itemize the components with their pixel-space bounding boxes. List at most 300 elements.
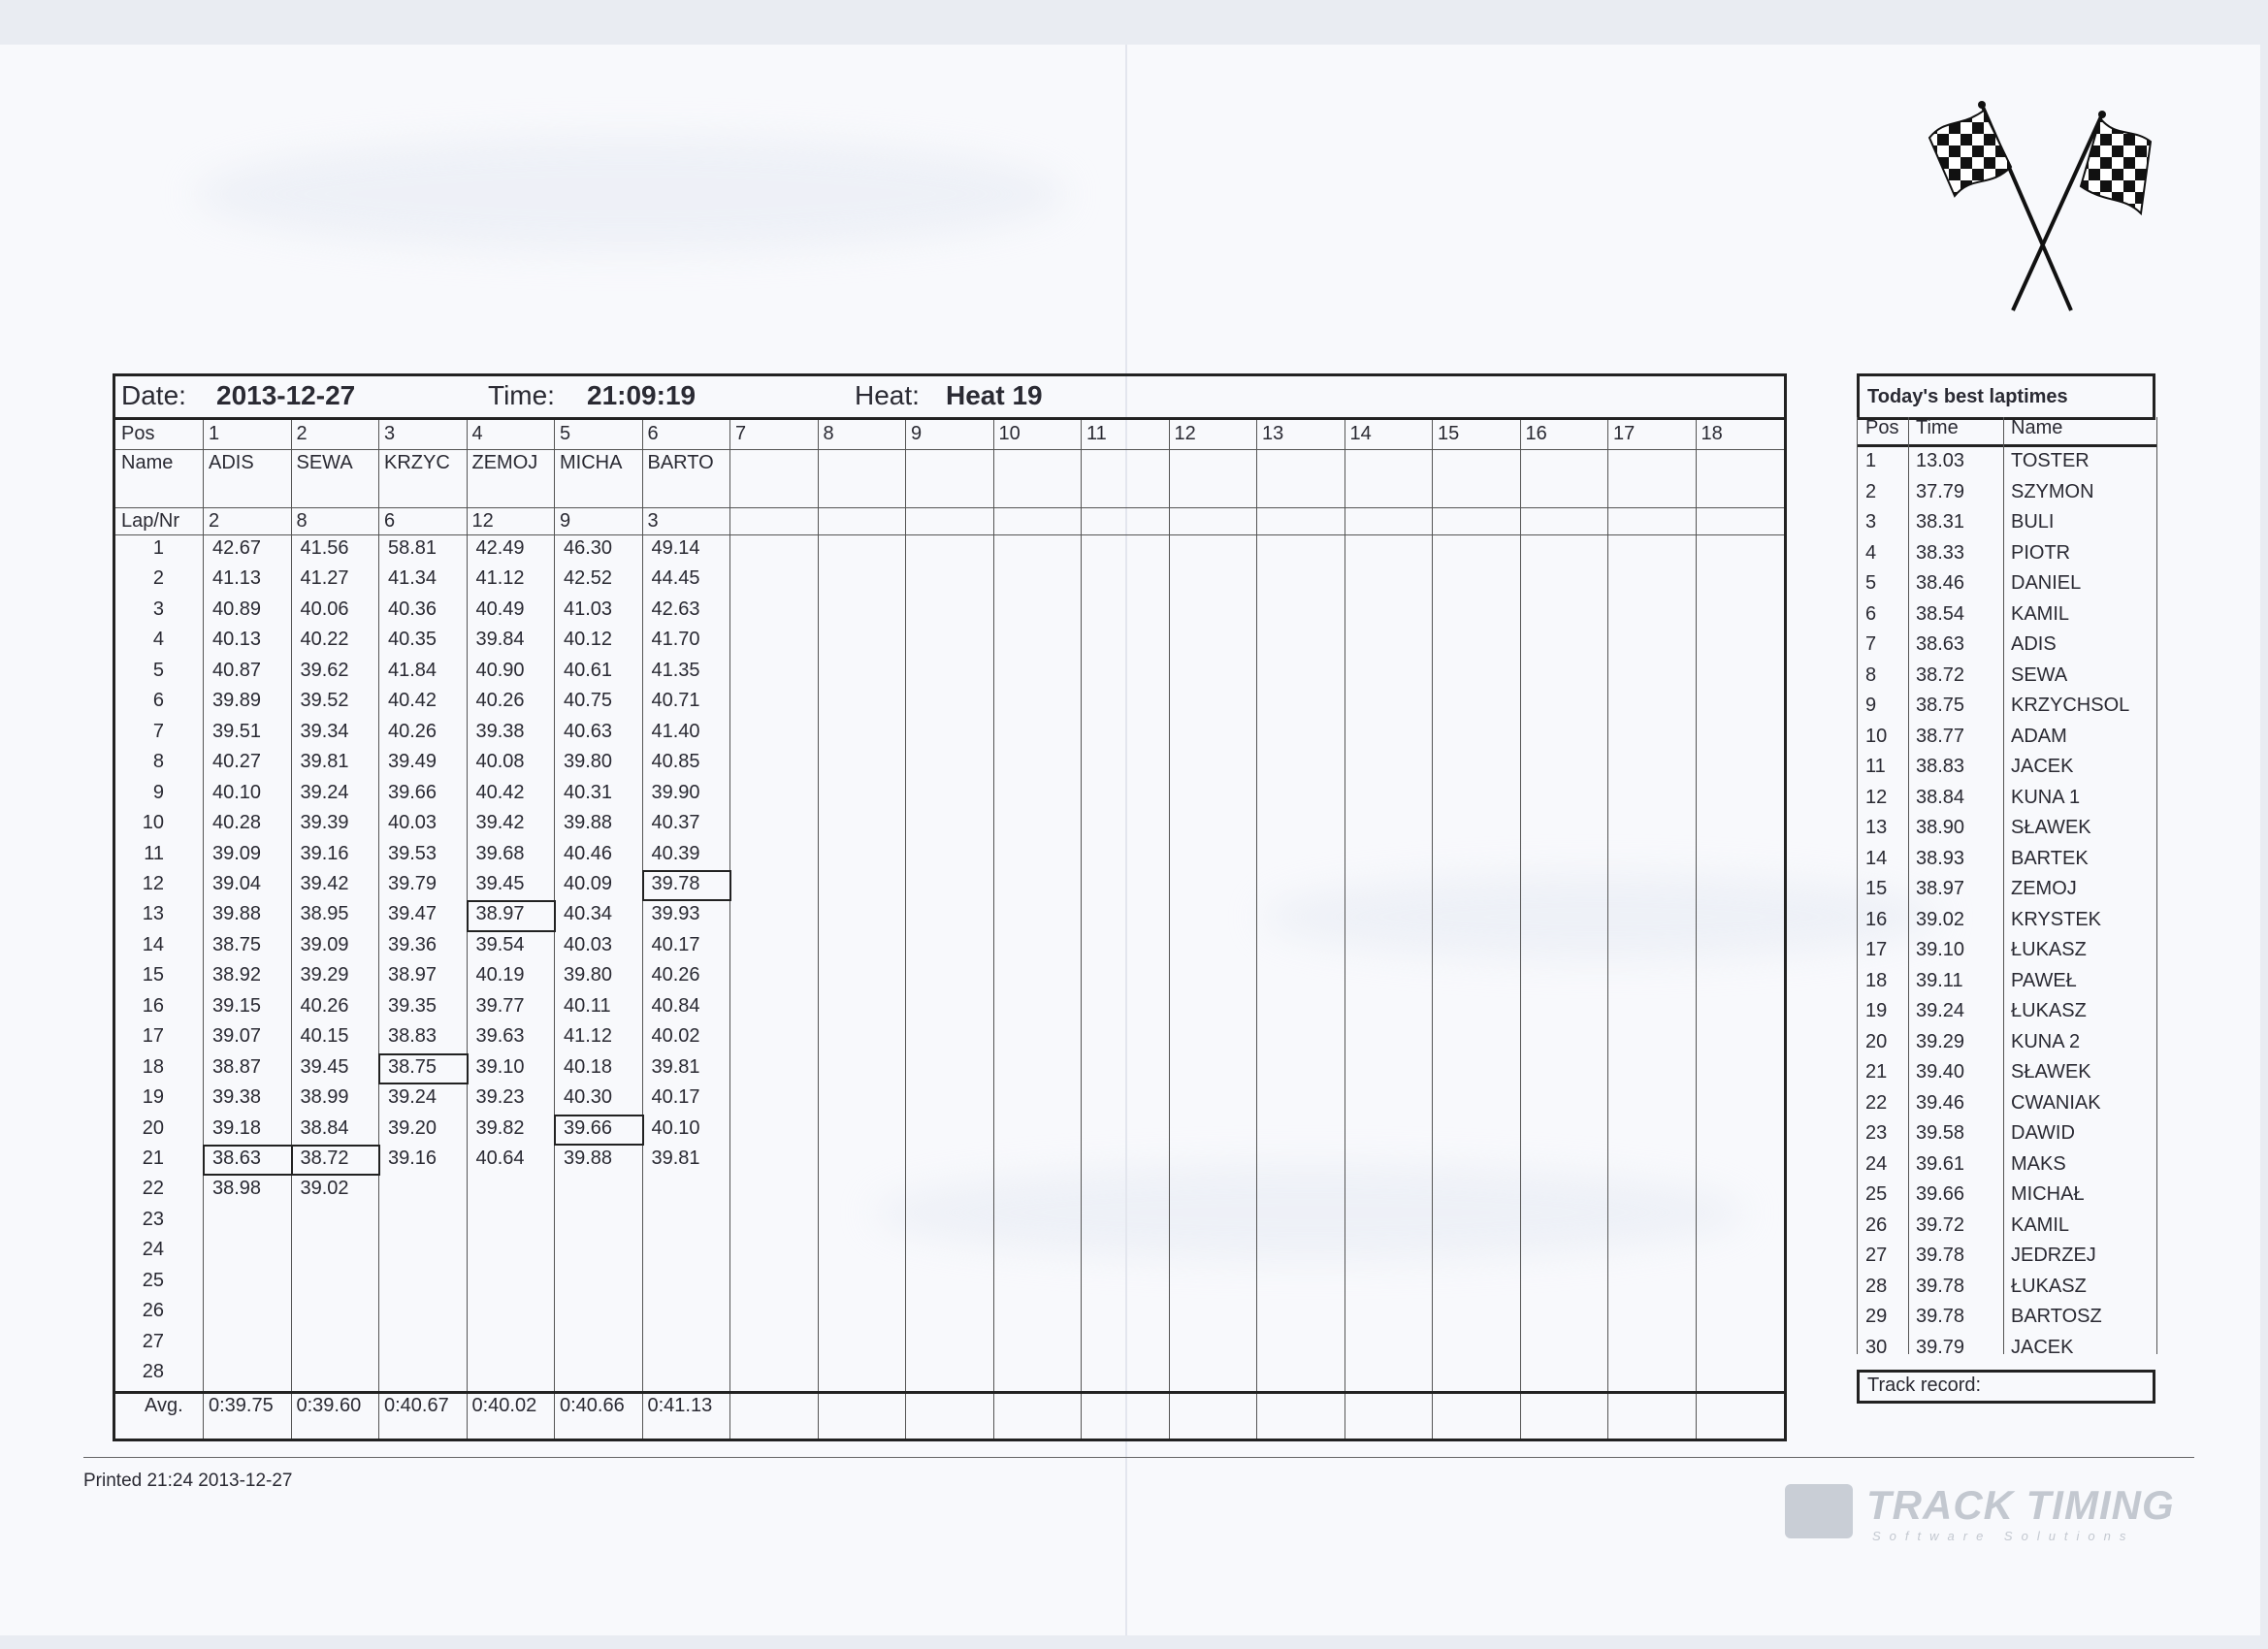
lap-time: 39.68 bbox=[475, 842, 525, 864]
best-laptimes-title: Today's best laptimes bbox=[1867, 386, 2068, 407]
lap-time: 38.99 bbox=[300, 1086, 349, 1109]
lap-number: 13 bbox=[142, 903, 164, 925]
best-laptime-name: PIOTR bbox=[2011, 541, 2071, 564]
best-laptime-time: 39.78 bbox=[1916, 1306, 1965, 1327]
lap-time: 39.84 bbox=[475, 629, 525, 651]
best-laptime-time: 38.33 bbox=[1916, 541, 1965, 564]
lap-number: 22 bbox=[142, 1178, 164, 1200]
lap-time: 40.71 bbox=[651, 690, 700, 712]
best-laptime-pos: 19 bbox=[1865, 1000, 1888, 1021]
lap-time: 39.38 bbox=[212, 1086, 262, 1109]
lap-time: 39.81 bbox=[300, 751, 349, 773]
lap-time: 39.20 bbox=[388, 1116, 437, 1139]
kart-number: 8 bbox=[296, 510, 308, 532]
side-pos-label: Pos bbox=[1865, 417, 1899, 438]
best-laptime-pos: 12 bbox=[1865, 786, 1888, 808]
best-laptime-name: KUNA 1 bbox=[2011, 786, 2081, 808]
grid-col-line bbox=[1256, 420, 1257, 1439]
date-label: Date: bbox=[121, 380, 186, 410]
lap-time: 41.70 bbox=[651, 629, 700, 651]
lap-time: 40.26 bbox=[388, 720, 437, 742]
lap-time: 38.75 bbox=[212, 933, 262, 955]
lap-time: 41.84 bbox=[388, 659, 437, 681]
lap-number: 5 bbox=[152, 659, 164, 681]
lap-time: 40.17 bbox=[651, 1086, 700, 1109]
date-value: 2013-12-27 bbox=[216, 380, 356, 410]
best-laptime-time: 39.10 bbox=[1916, 939, 1965, 960]
best-lap-highlight bbox=[203, 1145, 293, 1176]
lap-number: 25 bbox=[142, 1269, 164, 1291]
best-laptime-pos: 6 bbox=[1865, 602, 1877, 625]
lap-number: 12 bbox=[142, 872, 164, 894]
lap-number: 20 bbox=[142, 1116, 164, 1139]
lap-time: 39.80 bbox=[564, 964, 613, 986]
driver-name: SEWA bbox=[296, 452, 353, 473]
lap-number: 26 bbox=[142, 1300, 164, 1322]
lap-time: 40.42 bbox=[475, 781, 525, 803]
best-laptime-name: ŁUKASZ bbox=[2011, 1000, 2087, 1021]
best-laptime-pos: 18 bbox=[1865, 969, 1888, 991]
lap-time: 39.02 bbox=[300, 1178, 349, 1200]
best-laptime-pos: 28 bbox=[1865, 1275, 1888, 1297]
lap-time: 40.06 bbox=[300, 598, 349, 620]
lap-number: 24 bbox=[142, 1239, 164, 1261]
column-number: 2 bbox=[296, 423, 308, 444]
track-timing-logo-icon bbox=[1785, 1484, 1853, 1538]
lap-time: 41.35 bbox=[651, 659, 700, 681]
best-lap-highlight bbox=[378, 1053, 469, 1084]
lap-time: 42.49 bbox=[475, 537, 525, 559]
best-laptimes-title-box bbox=[1857, 373, 2155, 420]
best-laptime-pos: 10 bbox=[1865, 725, 1888, 747]
best-laptime-time: 38.63 bbox=[1916, 633, 1965, 655]
best-laptime-time: 39.29 bbox=[1916, 1030, 1965, 1052]
grid-col-line bbox=[993, 420, 994, 1439]
best-laptime-pos: 1 bbox=[1865, 450, 1877, 471]
lapnr-label: Lap/Nr bbox=[121, 510, 180, 532]
lap-time: 38.72 bbox=[300, 1148, 349, 1169]
lap-time: 41.12 bbox=[564, 1025, 613, 1048]
best-laptimes-body bbox=[1857, 417, 2157, 1358]
lap-time: 39.66 bbox=[564, 1116, 613, 1139]
lap-time: 39.89 bbox=[212, 690, 262, 712]
grid-col-line bbox=[1169, 420, 1170, 1439]
kart-number: 2 bbox=[209, 510, 220, 532]
side-name-label: Name bbox=[2011, 417, 2063, 438]
lap-time: 39.24 bbox=[300, 781, 349, 803]
best-laptime-name: DAWID bbox=[2011, 1122, 2075, 1144]
lap-time: 38.97 bbox=[388, 964, 437, 986]
lap-time: 40.37 bbox=[651, 812, 700, 834]
best-laptime-pos: 24 bbox=[1865, 1152, 1888, 1175]
heat-results-table bbox=[113, 373, 1787, 1441]
driver-average: 0:40.66 bbox=[560, 1394, 625, 1416]
driver-average: 0:39.75 bbox=[209, 1394, 274, 1416]
lap-time: 40.26 bbox=[475, 690, 525, 712]
kart-number: 9 bbox=[560, 510, 571, 532]
grid-col-line bbox=[729, 420, 730, 1439]
best-laptime-name: PAWEŁ bbox=[2011, 969, 2077, 991]
lap-number: 10 bbox=[142, 812, 164, 834]
best-laptime-pos: 20 bbox=[1865, 1030, 1888, 1052]
driver-average: 0:41.13 bbox=[647, 1394, 713, 1416]
lap-time: 39.88 bbox=[564, 812, 613, 834]
lap-time: 41.56 bbox=[300, 537, 349, 559]
best-laptime-pos: 26 bbox=[1865, 1213, 1888, 1236]
best-laptime-name: ZEMOJ bbox=[2011, 878, 2077, 899]
best-laptimes-table bbox=[1857, 373, 2155, 1398]
lap-time: 40.84 bbox=[651, 994, 700, 1017]
lap-time: 39.24 bbox=[388, 1086, 437, 1109]
lap-number: 7 bbox=[152, 720, 164, 742]
grid-col-line bbox=[905, 420, 906, 1439]
driver-name: KRZYC bbox=[384, 452, 450, 473]
lap-time: 40.30 bbox=[564, 1086, 613, 1109]
side-col-line bbox=[1908, 417, 1909, 1354]
logo-subtext: Software Solutions bbox=[1872, 1529, 2135, 1543]
lap-grid bbox=[115, 420, 1784, 1439]
column-number: 3 bbox=[384, 423, 396, 444]
column-number: 14 bbox=[1349, 423, 1372, 444]
best-laptime-name: ŁUKASZ bbox=[2011, 939, 2087, 960]
lap-time: 39.04 bbox=[212, 872, 262, 894]
lap-time: 40.17 bbox=[651, 933, 700, 955]
lap-number: 21 bbox=[142, 1148, 164, 1169]
best-laptime-pos: 13 bbox=[1865, 817, 1888, 838]
lap-time: 39.29 bbox=[300, 964, 349, 986]
lap-time: 39.16 bbox=[388, 1148, 437, 1169]
column-number: 10 bbox=[998, 423, 1021, 444]
best-laptime-name: SŁAWEK bbox=[2011, 1061, 2091, 1083]
lap-time: 40.08 bbox=[475, 751, 525, 773]
best-laptime-name: JEDRZEJ bbox=[2011, 1245, 2096, 1266]
best-laptime-name: CWANIAK bbox=[2011, 1091, 2101, 1114]
best-laptime-name: BULI bbox=[2011, 511, 2055, 533]
lap-time: 38.92 bbox=[212, 964, 262, 986]
lap-time: 40.10 bbox=[651, 1116, 700, 1139]
lap-time: 42.67 bbox=[212, 537, 262, 559]
name-label: Name bbox=[121, 452, 174, 473]
lap-time: 39.51 bbox=[212, 720, 262, 742]
column-number: 18 bbox=[1701, 423, 1723, 444]
lap-time: 38.84 bbox=[300, 1116, 349, 1139]
lap-time: 39.45 bbox=[475, 872, 525, 894]
lap-time: 39.42 bbox=[475, 812, 525, 834]
lap-time: 39.09 bbox=[212, 842, 262, 864]
best-laptime-time: 38.93 bbox=[1916, 847, 1965, 869]
grid-row-line bbox=[115, 507, 1784, 508]
time-value: 21:09:19 bbox=[587, 380, 697, 410]
best-laptime-pos: 21 bbox=[1865, 1061, 1888, 1083]
side-time-label: Time bbox=[1916, 417, 1959, 438]
checkered-flags-icon bbox=[1926, 99, 2158, 322]
grid-col-line bbox=[1607, 420, 1608, 1439]
lap-time: 39.45 bbox=[300, 1055, 349, 1078]
column-number: 11 bbox=[1086, 423, 1107, 444]
lap-time: 38.97 bbox=[475, 903, 525, 925]
grid-col-line bbox=[291, 420, 292, 1439]
lap-time: 40.10 bbox=[212, 781, 262, 803]
best-laptime-time: 39.61 bbox=[1916, 1152, 1965, 1175]
kart-number: 12 bbox=[471, 510, 494, 532]
best-laptime-name: DANIEL bbox=[2011, 572, 2082, 594]
lap-time: 41.27 bbox=[300, 567, 349, 590]
lap-time: 40.09 bbox=[564, 872, 613, 894]
best-laptime-time: 38.46 bbox=[1916, 572, 1965, 594]
lap-time: 39.77 bbox=[475, 994, 525, 1017]
lap-time: 40.75 bbox=[564, 690, 613, 712]
best-laptime-pos: 27 bbox=[1865, 1245, 1888, 1266]
best-laptime-pos: 3 bbox=[1865, 511, 1877, 533]
lap-time: 40.02 bbox=[651, 1025, 700, 1048]
lap-time: 40.35 bbox=[388, 629, 437, 651]
lap-time: 38.75 bbox=[388, 1055, 437, 1078]
lap-time: 39.63 bbox=[475, 1025, 525, 1048]
lap-time: 40.63 bbox=[564, 720, 613, 742]
lap-time: 39.79 bbox=[388, 872, 437, 894]
driver-name: MICHA bbox=[560, 452, 623, 473]
lap-time: 40.85 bbox=[651, 751, 700, 773]
time-label: Time: bbox=[488, 380, 555, 410]
lap-number: 14 bbox=[142, 933, 164, 955]
best-laptime-time: 39.72 bbox=[1916, 1213, 1965, 1236]
lap-time: 40.03 bbox=[388, 812, 437, 834]
lap-number: 9 bbox=[152, 781, 164, 803]
best-laptime-pos: 22 bbox=[1865, 1091, 1888, 1114]
driver-average: 0:39.60 bbox=[296, 1394, 362, 1416]
side-col-line bbox=[2003, 417, 2004, 1354]
lap-number: 8 bbox=[152, 751, 164, 773]
column-number: 8 bbox=[823, 423, 834, 444]
grid-col-line bbox=[818, 420, 819, 1439]
driver-name: ZEMOJ bbox=[471, 452, 538, 473]
grid-col-line bbox=[203, 420, 204, 1439]
column-number: 7 bbox=[735, 423, 747, 444]
avg-label: Avg. bbox=[145, 1394, 183, 1416]
grid-row-line bbox=[115, 534, 1784, 535]
lap-time: 39.47 bbox=[388, 903, 437, 925]
best-laptime-name: JACEK bbox=[2011, 1336, 2074, 1358]
lap-time: 40.36 bbox=[388, 598, 437, 620]
grid-col-line bbox=[1432, 420, 1433, 1439]
best-laptime-pos: 14 bbox=[1865, 847, 1888, 869]
footer-rule bbox=[83, 1457, 2194, 1458]
lap-time: 39.34 bbox=[300, 720, 349, 742]
column-number: 9 bbox=[911, 423, 923, 444]
lap-number: 11 bbox=[144, 842, 164, 864]
track-record-box bbox=[1857, 1370, 2155, 1404]
lap-time: 39.78 bbox=[651, 872, 700, 894]
best-laptime-time: 39.79 bbox=[1916, 1336, 1965, 1358]
best-lap-highlight bbox=[642, 870, 732, 901]
lap-time: 40.26 bbox=[300, 994, 349, 1017]
best-laptime-name: MAKS bbox=[2011, 1152, 2066, 1175]
lap-time: 40.18 bbox=[564, 1055, 613, 1078]
best-laptime-pos: 7 bbox=[1865, 633, 1877, 655]
lap-time: 39.09 bbox=[300, 933, 349, 955]
lap-time: 40.12 bbox=[564, 629, 613, 651]
side-header-rule bbox=[1858, 444, 2156, 447]
heat-value: Heat 19 bbox=[946, 380, 1043, 410]
best-laptime-time: 38.84 bbox=[1916, 786, 1965, 808]
lap-time: 39.35 bbox=[388, 994, 437, 1017]
best-laptime-pos: 11 bbox=[1865, 756, 1886, 777]
grid-col-line bbox=[1081, 420, 1082, 1439]
best-laptime-pos: 16 bbox=[1865, 908, 1888, 930]
column-number: 5 bbox=[560, 423, 571, 444]
lap-time: 40.89 bbox=[212, 598, 262, 620]
lap-time: 39.49 bbox=[388, 751, 437, 773]
lap-time: 39.66 bbox=[388, 781, 437, 803]
best-laptime-pos: 23 bbox=[1865, 1122, 1888, 1144]
lap-number: 19 bbox=[142, 1086, 164, 1109]
lap-number: 23 bbox=[142, 1208, 164, 1230]
lap-time: 40.46 bbox=[564, 842, 613, 864]
paper-crease-shadow bbox=[194, 136, 1067, 252]
best-laptime-time: 38.72 bbox=[1916, 663, 1965, 686]
best-laptime-pos: 9 bbox=[1865, 695, 1877, 716]
kart-number: 3 bbox=[647, 510, 659, 532]
best-laptime-name: KAMIL bbox=[2011, 602, 2070, 625]
lap-number: 28 bbox=[142, 1361, 164, 1383]
lap-time: 40.15 bbox=[300, 1025, 349, 1048]
lap-time: 40.22 bbox=[300, 629, 349, 651]
avg-row-line bbox=[115, 1391, 1784, 1394]
lap-time: 40.61 bbox=[564, 659, 613, 681]
best-laptime-time: 38.54 bbox=[1916, 602, 1965, 625]
lap-number: 3 bbox=[152, 598, 164, 620]
lap-number: 6 bbox=[152, 690, 164, 712]
best-laptime-name: ŁUKASZ bbox=[2011, 1275, 2087, 1297]
lap-time: 39.62 bbox=[300, 659, 349, 681]
best-lap-highlight bbox=[291, 1145, 381, 1176]
lap-time: 38.83 bbox=[388, 1025, 437, 1048]
lap-time: 40.64 bbox=[475, 1148, 525, 1169]
lap-time: 39.80 bbox=[564, 751, 613, 773]
best-laptime-name: BARTEK bbox=[2011, 847, 2089, 869]
logo-text: TRACK TIMING bbox=[1866, 1482, 2175, 1528]
lap-time: 39.15 bbox=[212, 994, 262, 1017]
column-number: 1 bbox=[209, 423, 220, 444]
best-laptime-time: 13.03 bbox=[1916, 450, 1965, 471]
best-laptime-name: SEWA bbox=[2011, 663, 2068, 686]
lap-time: 39.81 bbox=[651, 1055, 700, 1078]
best-laptime-pos: 25 bbox=[1865, 1183, 1888, 1205]
best-laptime-time: 38.77 bbox=[1916, 725, 1965, 747]
lap-time: 40.26 bbox=[651, 964, 700, 986]
best-laptime-time: 39.24 bbox=[1916, 1000, 1965, 1021]
grid-col-line bbox=[1520, 420, 1521, 1439]
lap-time: 39.36 bbox=[388, 933, 437, 955]
lap-time: 40.27 bbox=[212, 751, 262, 773]
lap-time: 40.11 bbox=[564, 994, 611, 1017]
driver-average: 0:40.02 bbox=[471, 1394, 537, 1416]
best-laptime-time: 38.83 bbox=[1916, 756, 1965, 777]
grid-col-line bbox=[1696, 420, 1697, 1439]
best-laptime-name: KUNA 2 bbox=[2011, 1030, 2081, 1052]
best-laptime-name: TOSTER bbox=[2011, 450, 2090, 471]
lap-number: 15 bbox=[142, 964, 164, 986]
lap-time: 40.31 bbox=[564, 781, 613, 803]
column-number: 16 bbox=[1525, 423, 1547, 444]
column-number: 17 bbox=[1613, 423, 1636, 444]
pos-label: Pos bbox=[121, 423, 155, 444]
best-laptime-time: 38.75 bbox=[1916, 695, 1965, 716]
column-number: 15 bbox=[1438, 423, 1460, 444]
lap-time: 40.28 bbox=[212, 812, 262, 834]
best-laptime-pos: 8 bbox=[1865, 663, 1877, 686]
kart-number: 6 bbox=[384, 510, 396, 532]
best-laptime-pos: 17 bbox=[1865, 939, 1888, 960]
printed-timestamp: Printed 21:24 2013-12-27 bbox=[83, 1471, 293, 1491]
lap-time: 39.53 bbox=[388, 842, 437, 864]
lap-time: 41.13 bbox=[212, 567, 262, 590]
lap-number: 4 bbox=[152, 629, 164, 651]
lap-time: 39.23 bbox=[475, 1086, 525, 1109]
lap-time: 39.07 bbox=[212, 1025, 262, 1048]
lap-number: 2 bbox=[152, 567, 164, 590]
best-laptime-pos: 2 bbox=[1865, 480, 1877, 502]
lap-time: 40.13 bbox=[212, 629, 262, 651]
lap-time: 39.88 bbox=[212, 903, 262, 925]
best-laptime-name: BARTOSZ bbox=[2011, 1306, 2102, 1327]
lap-time: 39.88 bbox=[564, 1148, 613, 1169]
best-laptime-name: SZYMON bbox=[2011, 480, 2094, 502]
grid-col-line bbox=[378, 420, 379, 1439]
driver-name: BARTO bbox=[647, 452, 714, 473]
best-laptime-time: 39.40 bbox=[1916, 1061, 1965, 1083]
lap-time: 39.81 bbox=[651, 1148, 700, 1169]
lap-time: 39.90 bbox=[651, 781, 700, 803]
lap-time: 40.39 bbox=[651, 842, 700, 864]
best-laptime-name: SŁAWEK bbox=[2011, 817, 2091, 838]
best-laptime-time: 39.46 bbox=[1916, 1091, 1965, 1114]
best-laptime-name: ADAM bbox=[2011, 725, 2067, 747]
driver-average: 0:40.67 bbox=[384, 1394, 449, 1416]
lap-time: 40.90 bbox=[475, 659, 525, 681]
lap-time: 49.14 bbox=[651, 537, 700, 559]
best-laptime-name: KAMIL bbox=[2011, 1213, 2070, 1236]
lap-time: 38.98 bbox=[212, 1178, 262, 1200]
lap-time: 38.87 bbox=[212, 1055, 262, 1078]
best-laptime-name: ADIS bbox=[2011, 633, 2057, 655]
lap-time: 39.54 bbox=[475, 933, 525, 955]
lap-number: 17 bbox=[142, 1025, 164, 1048]
best-lap-highlight bbox=[554, 1115, 644, 1146]
lap-time: 41.34 bbox=[388, 567, 437, 590]
driver-name: ADIS bbox=[209, 452, 254, 473]
best-laptime-name: MICHAŁ bbox=[2011, 1183, 2085, 1205]
lap-number: 1 bbox=[152, 537, 164, 559]
best-laptime-name: KRYSTEK bbox=[2011, 908, 2101, 930]
lap-time: 39.52 bbox=[300, 690, 349, 712]
lap-time: 39.39 bbox=[300, 812, 349, 834]
lap-time: 58.81 bbox=[388, 537, 437, 559]
best-laptime-pos: 15 bbox=[1865, 878, 1888, 899]
lap-time: 38.95 bbox=[300, 903, 349, 925]
best-laptime-time: 39.58 bbox=[1916, 1122, 1965, 1144]
best-laptime-time: 39.02 bbox=[1916, 908, 1965, 930]
lap-time: 40.49 bbox=[475, 598, 525, 620]
best-laptime-time: 39.66 bbox=[1916, 1183, 1965, 1205]
lap-time: 39.18 bbox=[212, 1116, 262, 1139]
lap-time: 46.30 bbox=[564, 537, 613, 559]
lap-time: 42.52 bbox=[564, 567, 613, 590]
heat-label: Heat: bbox=[855, 380, 920, 410]
best-laptime-pos: 30 bbox=[1865, 1336, 1888, 1358]
best-laptime-pos: 5 bbox=[1865, 572, 1877, 594]
lap-time: 40.34 bbox=[564, 903, 613, 925]
